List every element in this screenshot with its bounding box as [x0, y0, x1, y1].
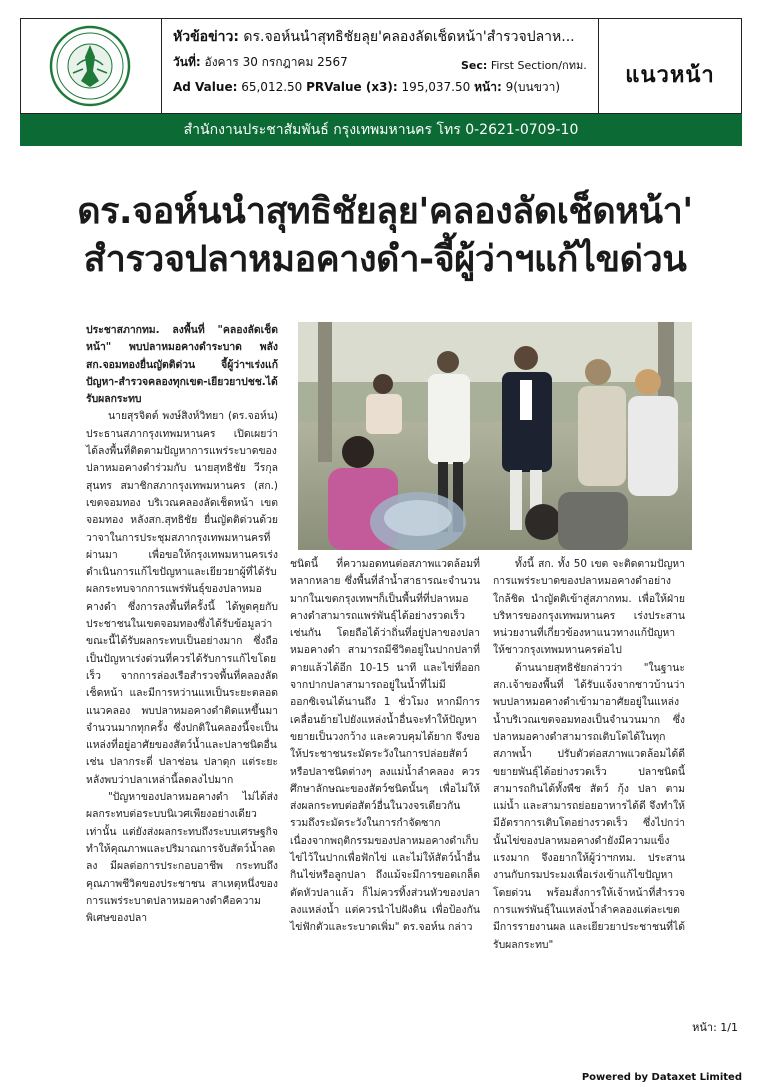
headline-line-2: สำรวจปลาหมอคางดำ-จี้ผู้ว่าฯแก้ไขด่วน	[83, 239, 687, 280]
logo-cell	[21, 19, 162, 113]
title-value: ดร.จอห์นนำสุทธิชัยลุย'คลองลัดเช็ดหน้า'สำรวจปลาห...	[243, 29, 575, 45]
page-label: หน้า:	[474, 80, 502, 94]
article-paragraph: ทั้งนี้ สก. ทั้ง 50 เขต จะติดตามปัญหาการแพร่ระบาดของปลาหมอคางดำอย่างใกล้ชิด นำญัตติเข้าสู่สภากทม. เพื่อให้ฝ่ายบริหารของกรุงเทพมหานคร เร่งประสานหน่วยงานที่เกี่ยวข้องหาแนวทางแก้ปัญหาให้ชาวกรุงเทพมหานครต่อไป	[493, 558, 685, 657]
photo-illustration	[298, 322, 692, 550]
article-paragraph: ชนิดนี้ ที่ความอดทนต่อสภาพแวดล้อมที่หลากหลาย ซึ่งพื้นที่ลำน้ำสาธารณะจำนวนมากในเขตกรุงเทพฯก็เป็นพื้นที่ที่ปลาหมอคางดำสามารถแพร่พันธุ์ได้อย่างรวดเร็วเช่นกัน โดยถือได้ว่าถิ่นที่อยู่ปลาของปลาหมอคางดำ สามารถมีชีวิตอยู่ในปากปลาที่ตายแล้วได้อีก 10-15 นาที และไข่ที่ออกจากปากปลาสามารถอยู่ในน้ำที่ไม่มีออกซิเจนได้นานถึง 1 ชั่วโมง หากมีการเคลื่อนย้ายไปยังแหล่งน้ำอื่นจะทำให้ปัญหาขยายเป็นวงกว้าง และควบคุมได้ยาก จึงขอให้ประชาชนระมัดระวังในการปล่อยสัตว์หรือปลาชนิดต่างๆ ลงแม่น้ำลำคลอง ควรศึกษาลักษณะของสัตว์ชนิดนั้นๆ เพื่อไม่ให้ส่งผลกระทบต่อสัตว์อื่นในวงจรเดียวกัน รวมถึงระมัดระวังในการกำจัดซาก เนื่องจากพฤติกรรมของปลาหมอคางดำเก็บไข่ไว้ในปากเพื่อฟักไข่ และไม่ให้สัตว์น้ำอื่นกินไข่หรือลูกปลา ถึงแม้จะมีการขอตเกล็ดตัดหัวปลาแล้ว ก็ไม่ควรทิ้งส่วนหัวของปลาลงแหล่งน้ำ แต่ควรนำไปฝังดิน เพื่อป้องกันไข่ฟักตัวและระบาดเพิ่ม" ดร.จอห์น กล่าว	[290, 558, 480, 934]
bma-seal-logo	[49, 25, 131, 107]
page-counter: หน้า: 1/1	[692, 1021, 738, 1034]
article-headline	[40, 188, 730, 284]
article-column-1	[86, 322, 278, 927]
sec-value: First Section/กทม.	[490, 59, 587, 72]
value-row	[173, 75, 613, 100]
pr-label: PRValue (x3):	[306, 80, 398, 94]
clipping-header	[20, 18, 742, 114]
contact-bar: สำนักงานประชาสัมพันธ์ กรุงเทพมหานคร โทร 0-2621-0709-10	[20, 114, 742, 146]
ad-label: Ad Value:	[173, 80, 238, 94]
ad-value: 65,012.50	[241, 80, 303, 94]
news-photo	[298, 322, 692, 550]
section-cell	[598, 19, 741, 113]
newspaper-name: แนวหน้า	[625, 63, 715, 88]
powered-by: Powered by Dataxet Limited	[581, 1072, 742, 1083]
article-lead: ประชาสภากทม. ลงพื้นที่ "คลองลัดเช็ดหน้า" พบปลาหมอคางดำระบาด พลัง สก.จอมทองยื่นญัตติด่วน จี้ผู้ว่าฯเร่งแก้ปัญหา-สำรวจคลองทุกเขต-เยียวยาปชช.ได้รับผลกระทบ	[86, 324, 278, 406]
article-column-3	[493, 556, 685, 954]
title-label: หัวข้อข่าว:	[173, 29, 239, 45]
article-column-2	[290, 556, 480, 937]
date-label: วันที่:	[173, 55, 201, 69]
article-paragraph: "ปัญหาของปลาหมอคางดำ ไม่ได้ส่งผลกระทบต่อระบบนิเวศเพียงอย่างเดียวเท่านั้น แต่ยังส่งผลกระทบถึงระบบเศรษฐกิจ ทำให้คุณภาพและปริมาณการจับสัตว์น้ำลดลง มีผลต่อการประกอบอาชีพ กระทบถึงคุณภาพชีวิตของประชาชน สาเหตุหนึ่งของการแพร่ระบาดปลาหมอคางดำคือความพิเศษของปลา	[86, 791, 278, 925]
sec-label: Sec:	[461, 59, 488, 72]
sec-field	[461, 56, 587, 74]
title-row	[173, 25, 613, 50]
date-value: อังคาร 30 กรกฎาคม 2567	[204, 55, 348, 69]
article-paragraph: นายสุรจิตต์ พงษ์สิงห์วิทยา (ดร.จอห์น) ประธานสภากรุงเทพมหานคร เปิดเผยว่า ได้ลงพื้นที่ติดตามปัญหาการแพร่ระบาดของปลาหมอคางดำร่วมกับ นายสุทธิชัย วีรกุลสุนทร สมาชิกสภากรุงเทพมหานคร (สก.) เขตจอมทอง บริเวณคลองลัดเช็ดหน้า เขตจอมทอง หลังสก.สุทธิชัย ยื่นญัตติด่วนด้วยวาจาในการประชุมสภากรุงเทพมหานครที่ผ่านมา เพื่อขอให้กรุงเทพมหานครเร่งดำเนินการแก้ไขปัญหาและเยียวยาผู้ที่ได้รับผลกระทบจากการแพร่พันธุ์ของปลาหมอคางดำ ซึ่งการลงพื้นที่ครั้งนี้ ได้พูดคุยกับประชาชนในเขตจอมทองซึ่งได้รับข้อมูลว่าขณะนี้ได้รับผลกระทบเป็นอย่างมาก ซึ่งถือเป็นปัญหาเร่งด่วนที่ควรได้รับการแก้ไขโดยเร็ว จากการล่องเรือสำรวจพื้นที่คลองลัดเช็ดหน้า และมีการหว่านแหเป็นระยะตลอดแนวคลอง พบปลาหมอคางดำติดแหขึ้นมาจำนวนมากทุกครั้ง ซึ่งปกติในคลองนี้จะเป็นแหล่งที่อยู่อาศัยของสัตว์น้ำและปลาชนิดอื่น เช่น ปลากระดี่ ปลาช่อน ปลาดุก แต่ระยะหลังพบว่าปลาเหล่านี้ลดลงไปมาก	[86, 410, 278, 786]
page-value: 9(บนขวา)	[505, 80, 561, 94]
headline-line-1: ดร.จอห์นนำสุทธิชัยลุย'คลองลัดเช็ดหน้า'	[77, 191, 693, 232]
pr-value: 195,037.50	[401, 80, 471, 94]
article-paragraph: ด้านนายสุทธิชัยกล่าวว่า "ในฐานะสก.เจ้าของพื้นที่ ได้รับแจ้งจากชาวบ้านว่าพบปลาหมอคางดำเข้ามาอาศัยอยู่ในแหล่งน้ำบริเวณเขตจอมทองเป็นจำนวนมาก ซึ่งปลาหมอคางดำสามารถเติบโตได้ในทุกสภาพน้ำ ปรับตัวต่อสภาพแวดล้อมได้ดี ขยายพันธุ์ได้อย่างรวดเร็ว ปลาชนิดนี้สามารถกินได้ทั้งพืช สัตว์ กุ้ง ปลา ตามแม่น้ำ และสามารถย่อยอาหารได้ดี จึงทำให้มีอัตราการเติบโตอย่างรวดเร็ว ซึ่งไปกว่านั้นไข่ของปลาหมอคางดำยังมีความแข็งแรงมาก จึงอยากให้ผู้ว่าฯกทม. ประสานงานกับกรมประมงเพื่อเร่งเข้าแก้ไขปัญหาโดยด่วน พร้อมสั่งการให้เจ้าหน้าที่สำรวจการแพร่พันธุ์ในแหล่งน้ำลำคลองแต่ละเขต มีการรายงานผล และเยียวยาประชาชนที่ได้รับผลกระทบ"	[493, 661, 685, 951]
